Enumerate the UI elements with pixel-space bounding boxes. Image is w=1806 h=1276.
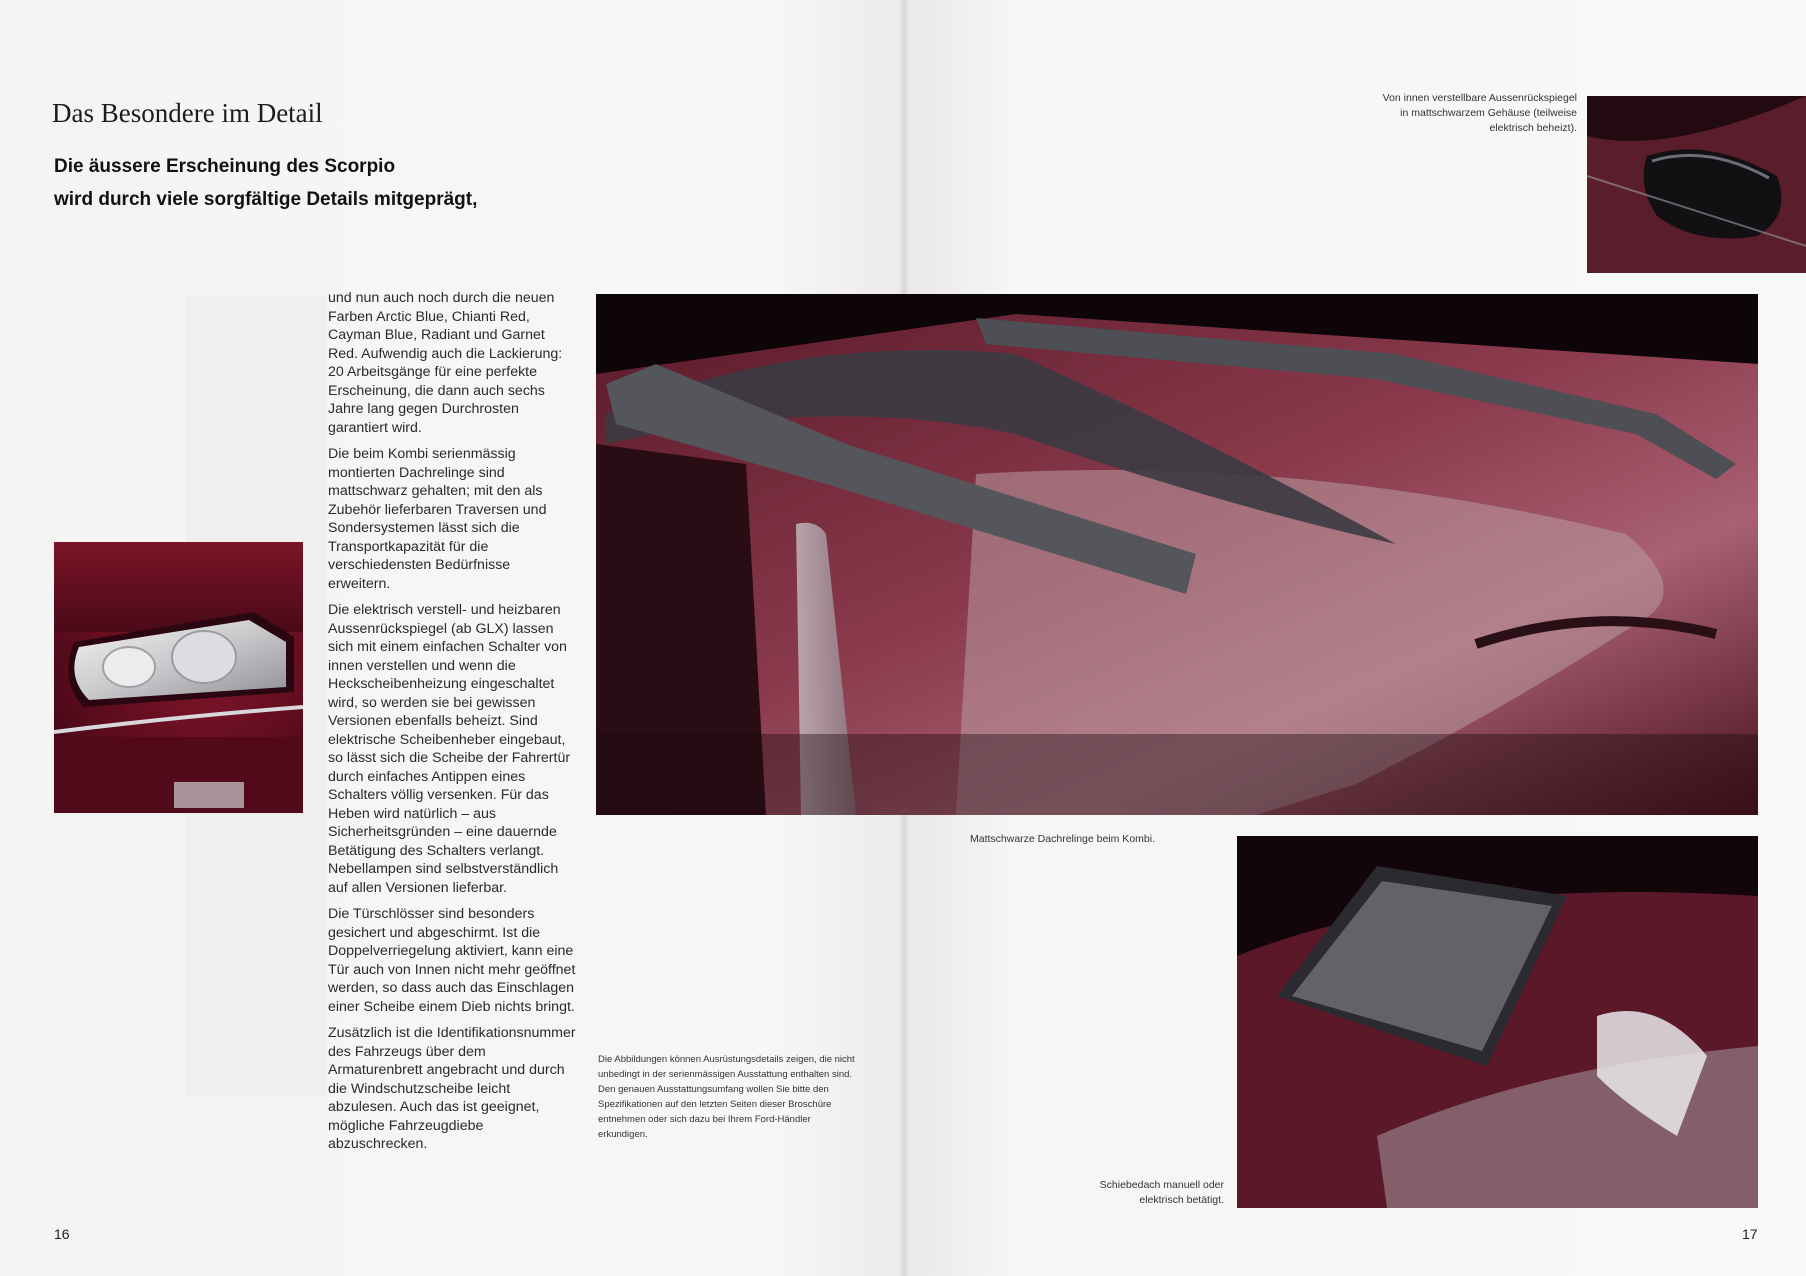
roof-rail-caption: Mattschwarze Dachrelinge beim Kombi. (970, 833, 1155, 845)
body-text-column (328, 289, 576, 1162)
roof-rail-illustration (596, 294, 1758, 815)
page-heading: Das Besondere im Detail (52, 98, 323, 128)
equipment-disclaimer: Die Abbildungen können Ausrüstungsdetails zeigen, die nicht unbedingt in der serienmässigen Ausstattung enthalten sind. Den genauen Ausstattungsumfang wollen Sie bitte den Spezifikationen auf den letzten Seiten dieser Broschüre entnehmen oder sich dazu bei Ihrem Ford-Händler erkundigen. (598, 1054, 855, 1140)
headlight-photo (54, 542, 303, 813)
mirror-caption: Von innen verstellbare Aussenrückspiegel in mattschwarzem Gehäuse (teilweise elektrisch beheizt). (1382, 92, 1577, 134)
roof-rail-photo (596, 294, 1758, 815)
body-paragraph: Die Türschlösser sind besonders gesichert und abgeschirmt. Ist die Doppelverriegelung aktiviert, kann eine Tür auch von Innen nicht mehr geöffnet werden, so dass auch das Einschlagen einer Scheibe einem Dieb nichts bringt. (328, 906, 576, 1015)
sunroof-photo (1237, 836, 1758, 1208)
page-number-right: 17 (1742, 1226, 1758, 1242)
body-paragraph: Die elektrisch verstell- und heizbaren Aussenrückspiegel (ab GLX) lassen sich mit einem einfachen Schalter von innen verstellen und wenn die Heckscheibenheizung eingeschaltet wird, so werden sie bei gewissen Versionen ebenfalls beheizt. Sind elektrische Scheibenheber eingebaut, so lässt sich die Scheibe der Fahrertür durch einfaches Antippen eines Schalters völlig versenken. Für das Heben wird natürlich – aus Sicherheitsgründen – eine dauernde Betätigung des Schalters verlangt. Nebellampen sind selbstverständlich auf allen Versionen lieferbar. (328, 602, 571, 896)
mirror-photo (1587, 96, 1806, 273)
page-subheading (54, 150, 614, 216)
headlight-illustration (54, 542, 303, 813)
page-number-left: 16 (54, 1226, 70, 1242)
body-paragraph: und nun auch noch durch die neuen Farben Arctic Blue, Chianti Red, Cayman Blue, Radiant und Garnet Red. Aufwendig auch die Lackierung: 20 Arbeitsgänge für eine perfekte Erscheinung, die dann auch sechs Jahre lang gegen Durchrosten garantiert wird. (328, 290, 563, 436)
mirror-illustration (1587, 96, 1806, 273)
body-paragraph: Zusätzlich ist die Identifikationsnummer des Fahrzeugs über dem Armaturenbrett angebracht und durch die Windschutzscheibe leicht abzulesen. Auch das ist geeignet, mögliche Fahrzeugdiebe abzuschrecken. (328, 1025, 576, 1152)
body-paragraph: Die beim Kombi serienmässig montierten Dachrelinge sind mattschwarz gehalten; mit den als Zubehör lieferbaren Traversen und Sondersystemen lässt sich die Transportkapazität für die verschiedensten Bedürfnisse erweitern. (328, 446, 547, 592)
sunroof-caption: Schiebedach manuell oder elektrisch betätigt. (1099, 1179, 1224, 1206)
subheading-line-2: wird durch viele sorgfältige Details mitgeprägt, (54, 189, 478, 210)
sunroof-illustration (1237, 836, 1758, 1208)
subheading-line-1: Die äussere Erscheinung des Scorpio (54, 156, 396, 177)
